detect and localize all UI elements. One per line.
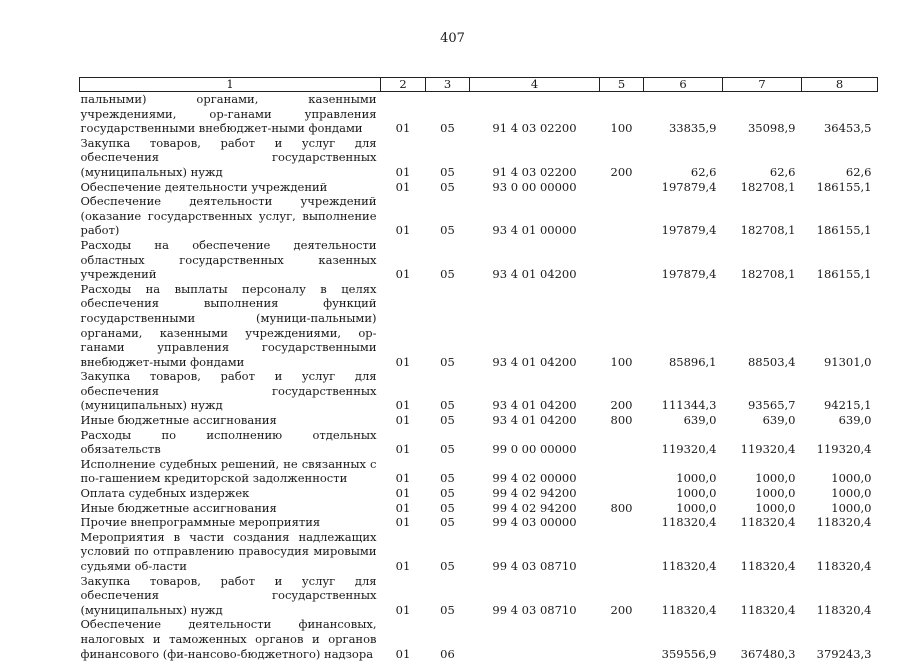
column-header: 5 (600, 78, 644, 92)
expense-name-cell: Закупка товаров, работ и услуг для обеспечения государственных (муниципальных) нужд (80, 136, 381, 180)
amount-year3-cell: 118320,4 (802, 574, 878, 618)
target-article-cell: 91 4 03 02200 (470, 136, 600, 180)
expense-name-cell: пальными) органами, казенными учреждениями, ор-ганами управления государственными внебюджет-ными фондами (80, 92, 381, 136)
expense-type-cell: 200 (600, 136, 644, 180)
amount-year3-cell: 119320,4 (802, 428, 878, 457)
amount-year1-cell: 118320,4 (644, 574, 723, 618)
table-header-row (80, 78, 878, 92)
amount-year3-cell: 379243,3 (802, 617, 878, 661)
table-row (80, 428, 878, 457)
section-cell: 01 (381, 617, 426, 661)
expense-name-cell: Обеспечение деятельности учреждений (80, 180, 381, 195)
expense-type-cell: 800 (600, 413, 644, 428)
column-header: 6 (644, 78, 723, 92)
target-article-cell: 99 4 02 94200 (470, 486, 600, 501)
amount-year3-cell: 186155,1 (802, 194, 878, 238)
expense-name-cell: Закупка товаров, работ и услуг для обеспечения государственных (муниципальных) нужд (80, 574, 381, 618)
table-row (80, 282, 878, 370)
expense-name-cell: Мероприятия в части создания надлежащих условий по отправлению правосудия мировыми судьями об-ласти (80, 530, 381, 574)
table-row (80, 617, 878, 661)
expense-name-cell: Иные бюджетные ассигнования (80, 501, 381, 516)
expense-type-cell (600, 530, 644, 574)
table-row (80, 501, 878, 516)
section-cell: 01 (381, 574, 426, 618)
target-article-cell: 99 4 03 08710 (470, 530, 600, 574)
column-header: 3 (426, 78, 470, 92)
target-article-cell: 93 4 01 04200 (470, 238, 600, 282)
section-cell: 01 (381, 501, 426, 516)
expense-name-cell: Иные бюджетные ассигнования (80, 413, 381, 428)
section-cell: 01 (381, 238, 426, 282)
amount-year1-cell: 33835,9 (644, 92, 723, 136)
expense-name-cell: Прочие внепрограммные мероприятия (80, 515, 381, 530)
amount-year2-cell: 62,6 (723, 136, 802, 180)
target-article-cell: 99 4 03 08710 (470, 574, 600, 618)
section-cell: 01 (381, 180, 426, 195)
subsection-cell: 05 (426, 486, 470, 501)
subsection-cell: 05 (426, 238, 470, 282)
subsection-cell: 05 (426, 194, 470, 238)
amount-year1-cell: 197879,4 (644, 180, 723, 195)
expense-name-cell: Расходы по исполнению отдельных обязательств (80, 428, 381, 457)
table-row (80, 194, 878, 238)
expense-name-cell: Обеспечение деятельности финансовых, налоговых и таможенных органов и органов финансового (фи-нансово-бюджетного) надзора (80, 617, 381, 661)
expense-type-cell (600, 194, 644, 238)
amount-year1-cell: 118320,4 (644, 515, 723, 530)
subsection-cell: 05 (426, 530, 470, 574)
target-article-cell: 93 4 01 04200 (470, 369, 600, 413)
section-cell: 01 (381, 282, 426, 370)
subsection-cell: 05 (426, 574, 470, 618)
expense-type-cell: 100 (600, 92, 644, 136)
amount-year2-cell: 182708,1 (723, 238, 802, 282)
table-row (80, 530, 878, 574)
section-cell: 01 (381, 486, 426, 501)
amount-year2-cell: 93565,7 (723, 369, 802, 413)
amount-year3-cell: 62,6 (802, 136, 878, 180)
amount-year2-cell: 182708,1 (723, 194, 802, 238)
amount-year2-cell: 88503,4 (723, 282, 802, 370)
table-row (80, 180, 878, 195)
amount-year3-cell: 118320,4 (802, 530, 878, 574)
amount-year2-cell: 35098,9 (723, 92, 802, 136)
subsection-cell: 05 (426, 515, 470, 530)
expense-type-cell (600, 486, 644, 501)
column-header: 7 (723, 78, 802, 92)
subsection-cell: 05 (426, 428, 470, 457)
table-row (80, 486, 878, 501)
expense-type-cell: 200 (600, 574, 644, 618)
amount-year1-cell: 85896,1 (644, 282, 723, 370)
target-article-cell: 91 4 03 02200 (470, 92, 600, 136)
amount-year3-cell: 118320,4 (802, 515, 878, 530)
amount-year3-cell: 186155,1 (802, 180, 878, 195)
section-cell: 01 (381, 428, 426, 457)
amount-year2-cell: 119320,4 (723, 428, 802, 457)
subsection-cell: 05 (426, 369, 470, 413)
amount-year2-cell: 639,0 (723, 413, 802, 428)
amount-year1-cell: 359556,9 (644, 617, 723, 661)
amount-year3-cell: 1000,0 (802, 501, 878, 516)
column-header: 2 (381, 78, 426, 92)
expense-type-cell (600, 238, 644, 282)
amount-year3-cell: 639,0 (802, 413, 878, 428)
expense-type-cell (600, 180, 644, 195)
section-cell: 01 (381, 515, 426, 530)
amount-year2-cell: 367480,3 (723, 617, 802, 661)
amount-year1-cell: 197879,4 (644, 238, 723, 282)
section-cell: 01 (381, 369, 426, 413)
expense-type-cell (600, 515, 644, 530)
amount-year1-cell: 1000,0 (644, 457, 723, 486)
amount-year3-cell: 1000,0 (802, 486, 878, 501)
page-number: 407 (0, 31, 905, 46)
section-cell: 01 (381, 457, 426, 486)
subsection-cell: 05 (426, 282, 470, 370)
section-cell: 01 (381, 136, 426, 180)
amount-year2-cell: 1000,0 (723, 457, 802, 486)
amount-year2-cell: 1000,0 (723, 501, 802, 516)
target-article-cell (470, 617, 600, 661)
column-header: 4 (470, 78, 600, 92)
target-article-cell: 99 4 02 00000 (470, 457, 600, 486)
amount-year3-cell: 1000,0 (802, 457, 878, 486)
expense-type-cell (600, 428, 644, 457)
table-row (80, 515, 878, 530)
subsection-cell: 05 (426, 501, 470, 516)
table-row (80, 413, 878, 428)
amount-year1-cell: 639,0 (644, 413, 723, 428)
section-cell: 01 (381, 530, 426, 574)
amount-year1-cell: 118320,4 (644, 530, 723, 574)
target-article-cell: 93 0 00 00000 (470, 180, 600, 195)
amount-year2-cell: 182708,1 (723, 180, 802, 195)
subsection-cell: 06 (426, 617, 470, 661)
target-article-cell: 93 4 01 04200 (470, 282, 600, 370)
table-body (80, 92, 878, 661)
amount-year2-cell: 118320,4 (723, 574, 802, 618)
section-cell: 01 (381, 92, 426, 136)
subsection-cell: 05 (426, 413, 470, 428)
table-row (80, 457, 878, 486)
amount-year1-cell: 197879,4 (644, 194, 723, 238)
section-cell: 01 (381, 194, 426, 238)
column-header: 8 (802, 78, 878, 92)
subsection-cell: 05 (426, 457, 470, 486)
expense-type-cell (600, 457, 644, 486)
amount-year1-cell: 1000,0 (644, 486, 723, 501)
expense-name-cell: Исполнение судебных решений, не связанных с по-гашением кредиторской задолженности (80, 457, 381, 486)
target-article-cell: 99 4 03 00000 (470, 515, 600, 530)
amount-year2-cell: 118320,4 (723, 530, 802, 574)
table-row (80, 369, 878, 413)
expense-name-cell: Расходы на выплаты персоналу в целях обеспечения выполнения функций государственными (муници-пальными) органами, казенными учреждениями, ор-ганами управления государственными внебюджет-ными фондами (80, 282, 381, 370)
amount-year2-cell: 118320,4 (723, 515, 802, 530)
table-row (80, 238, 878, 282)
target-article-cell: 93 4 01 04200 (470, 413, 600, 428)
subsection-cell: 05 (426, 136, 470, 180)
table-row (80, 92, 878, 136)
expense-name-cell: Обеспечение деятельности учреждений (оказание государственных услуг, выполнение работ) (80, 194, 381, 238)
expense-type-cell (600, 617, 644, 661)
expense-name-cell: Оплата судебных издержек (80, 486, 381, 501)
amount-year1-cell: 1000,0 (644, 501, 723, 516)
amount-year3-cell: 94215,1 (802, 369, 878, 413)
amount-year2-cell: 1000,0 (723, 486, 802, 501)
amount-year1-cell: 111344,3 (644, 369, 723, 413)
subsection-cell: 05 (426, 180, 470, 195)
amount-year3-cell: 91301,0 (802, 282, 878, 370)
expense-type-cell: 800 (600, 501, 644, 516)
budget-table (79, 77, 878, 661)
amount-year1-cell: 62,6 (644, 136, 723, 180)
column-header: 1 (80, 78, 381, 92)
target-article-cell: 99 4 02 94200 (470, 501, 600, 516)
section-cell: 01 (381, 413, 426, 428)
expense-type-cell: 100 (600, 282, 644, 370)
table-row (80, 574, 878, 618)
amount-year3-cell: 186155,1 (802, 238, 878, 282)
table-row (80, 136, 878, 180)
subsection-cell: 05 (426, 92, 470, 136)
target-article-cell: 93 4 01 00000 (470, 194, 600, 238)
expense-name-cell: Расходы на обеспечение деятельности областных государственных казенных учреждений (80, 238, 381, 282)
amount-year1-cell: 119320,4 (644, 428, 723, 457)
amount-year3-cell: 36453,5 (802, 92, 878, 136)
expense-name-cell: Закупка товаров, работ и услуг для обеспечения государственных (муниципальных) нужд (80, 369, 381, 413)
target-article-cell: 99 0 00 00000 (470, 428, 600, 457)
expense-type-cell: 200 (600, 369, 644, 413)
